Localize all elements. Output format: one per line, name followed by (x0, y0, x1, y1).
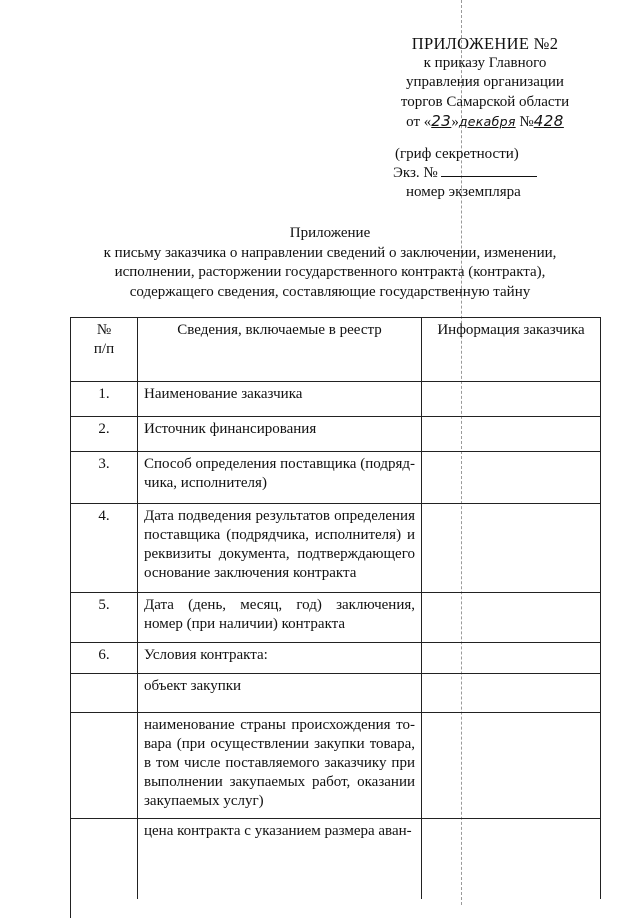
secrecy-block (370, 145, 610, 202)
row-customer-info (422, 452, 601, 503)
copy-number-blank (441, 176, 537, 177)
row-info: Наименование заказчика (138, 382, 422, 416)
row-customer-info (422, 504, 601, 592)
order-number: 428 (533, 112, 564, 130)
column-header-info: Сведения, включаемые в реестр (138, 318, 422, 381)
copy-number-caption: номер экземпляра (406, 184, 521, 200)
registry-table (70, 317, 601, 918)
row-info: объект закупки (138, 674, 422, 712)
copy-number-label: Экз. № (393, 165, 438, 181)
caption-line: исполнении, расторжении государственного контракта (контракта), (114, 264, 546, 280)
row-info: цена контракта с указанием размера аван- (138, 819, 422, 899)
table-row (71, 593, 601, 643)
annex-caption (60, 224, 600, 302)
table-row (71, 452, 601, 504)
table-row (71, 674, 601, 713)
date-prefix: от « (406, 114, 432, 130)
row-number (71, 713, 138, 818)
column-header-number: № п/п (71, 318, 138, 381)
caption-line: к письму заказчика о направлении сведений о заключении, изменении, (103, 244, 557, 261)
row-info: Способ определения поставщика (подряд-чика, исполнителя) (138, 452, 422, 503)
secrecy-stamp-label: (гриф секретности) (395, 146, 519, 162)
row-customer-info (422, 382, 601, 416)
number-label: № (519, 114, 534, 130)
caption-line: содержащего сведения, составляющие государственную тайну (129, 283, 531, 300)
row-number: 5. (71, 593, 138, 642)
table-row (71, 819, 601, 899)
department-line: управления организации (406, 74, 564, 90)
row-number: 3. (71, 452, 138, 503)
table-row (71, 382, 601, 417)
row-info: Дата подведения результатов определения поставщика (подрядчика, исполнителя) и реквизиты документа, подтверждающего основание заключения контракта (138, 504, 422, 592)
copy-number-line (370, 164, 610, 183)
appendix-header (360, 34, 610, 133)
table-row (71, 643, 601, 674)
row-number (71, 819, 138, 899)
row-number: 4. (71, 504, 138, 592)
row-number: 6. (71, 643, 138, 673)
date-month: декабря (458, 114, 516, 129)
row-customer-info (422, 593, 601, 642)
row-number: 1. (71, 382, 138, 416)
table-row (71, 417, 601, 452)
order-date-line (360, 112, 610, 133)
row-customer-info (422, 819, 601, 899)
row-info: Источник финансирования (138, 417, 422, 451)
column-header-customer: Информация заказчика (422, 318, 601, 381)
row-number: 2. (71, 417, 138, 451)
row-customer-info (422, 674, 601, 712)
table-header-row (71, 318, 601, 382)
row-info: Дата (день, месяц, год) заключения, номер (при наличии) контракта (138, 593, 422, 642)
order-reference-line: к приказу Главного (423, 54, 547, 71)
region-line: торгов Самарской области (400, 93, 570, 110)
row-customer-info (422, 713, 601, 818)
row-info: наименование страны происхождения то-вара (при осуществлении закупки товара, в том числе поставляемого заказчику при выполнении закупаемых работ, оказании закупаемых услуг) (138, 713, 422, 818)
row-number (71, 674, 138, 712)
caption-title: Приложение (289, 225, 371, 241)
appendix-title: ПРИЛОЖЕНИЕ №2 (411, 34, 559, 53)
row-customer-info (422, 417, 601, 451)
row-info: Условия контракта: (138, 643, 422, 673)
date-close: » (451, 114, 459, 130)
date-day: 23 (431, 112, 452, 130)
table-row (71, 504, 601, 593)
table-row (71, 713, 601, 819)
row-customer-info (422, 643, 601, 673)
